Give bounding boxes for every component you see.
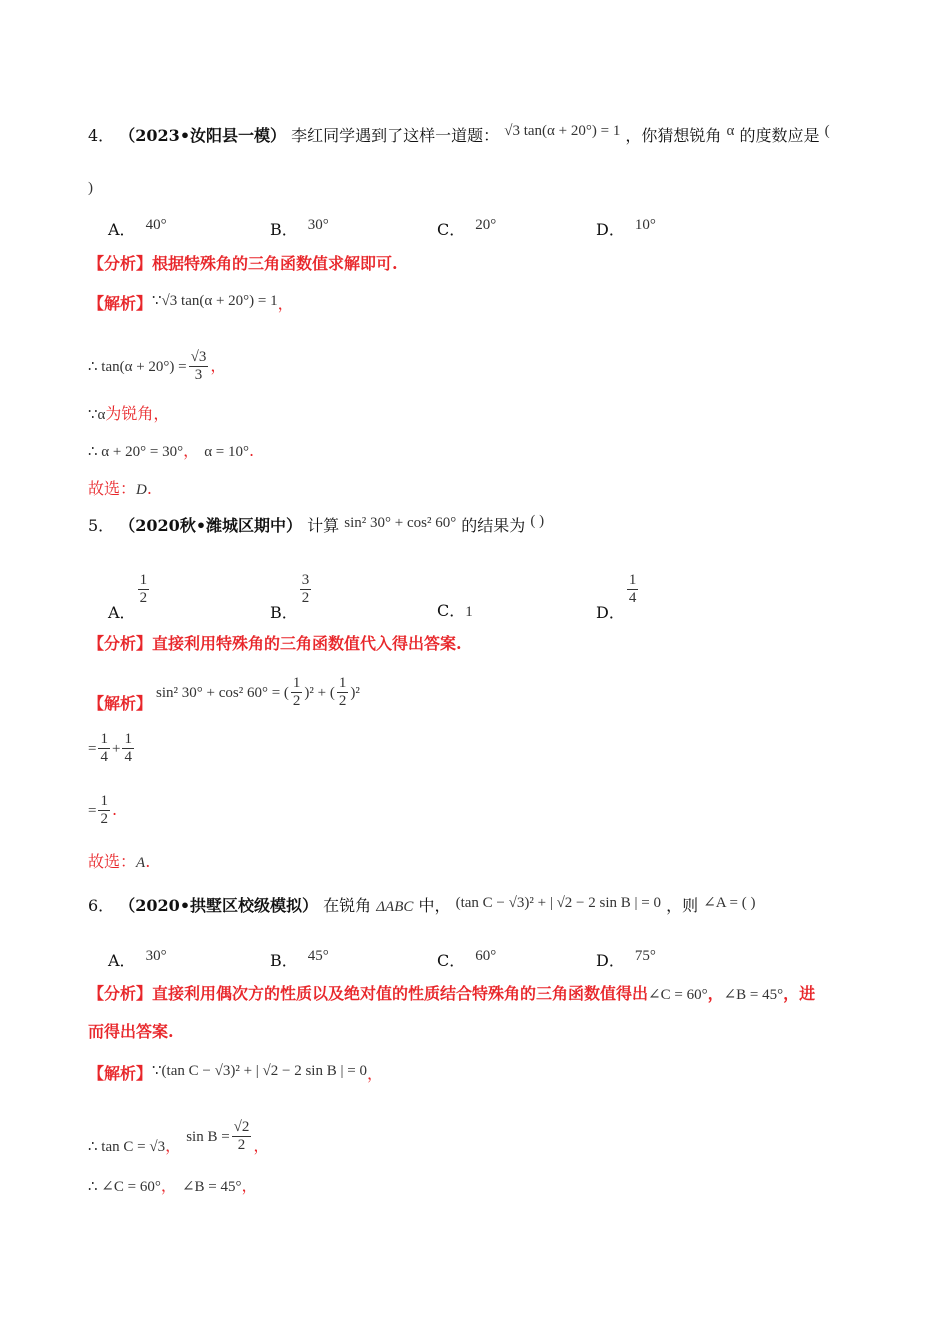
analysis-angle-b: ∠B = 45° (723, 987, 784, 1003)
q5-stem (88, 513, 545, 537)
solution-tag: 【解析】 (88, 1064, 153, 1083)
q4-step-4-b: α = 10° (204, 444, 250, 460)
analysis-tag: 【分析】 (88, 984, 153, 1003)
q4-equation: √3 tan(α + 20°) = 1 (504, 123, 621, 139)
q6-stem-text-2: 中， (418, 896, 451, 915)
q6-step-3-a: ∴ ∠C = 60° (88, 1179, 161, 1195)
q4-number: 4． (88, 126, 115, 145)
q5-step-3: = $\frac{1}{2}$ . (88, 793, 118, 827)
q5-option-b: B． $\frac{3}{2}$ (270, 572, 310, 622)
q4-source: （2023•汝阳县一模） (119, 126, 287, 145)
answer-value: A (136, 855, 146, 871)
period: . (146, 479, 152, 498)
q6-step-2-fraction: $\frac{√2}{2}$ (233, 1119, 250, 1153)
q4-step-1: ∵√3 tan(α + 20°) = 1 (152, 293, 278, 309)
q6-stem (88, 896, 755, 917)
q6-analysis-cont: 而得出答案. (88, 1022, 174, 1041)
q6-solution-3: ∴ ∠C = 60°， ∠B = 45°， (88, 1176, 258, 1195)
analysis-text: 根据特殊角的三角函数值求解即可. (152, 254, 398, 273)
analysis-tag: 【分析】 (88, 634, 153, 653)
q4-paren-open: ( (824, 123, 830, 139)
q6-source: （2020•拱墅区校级模拟） (119, 896, 319, 915)
q6-stem-text-3: ，则 (666, 896, 699, 915)
comma: ， (277, 294, 294, 313)
q4-analysis (88, 254, 398, 274)
analysis-text: 直接利用特殊角的三角函数值代入得出答案. (152, 634, 462, 653)
q4-option-a: A． 40° (108, 217, 167, 239)
q4-stem-text-2: ，你猜想锐角 (625, 126, 722, 145)
q4-answer (88, 479, 152, 500)
period: . (145, 852, 151, 871)
q5-option-c: C．1 (437, 601, 473, 620)
q4-solution-3 (88, 404, 169, 425)
q4-step-3-math: ∵α (88, 407, 106, 423)
q6-analysis: 【分析】直接利用偶次方的性质以及绝对值的性质结合特殊角的三角函数值得出∠C = 60°，∠B = 45°，进 (88, 984, 816, 1003)
q5-stem-text: 计算 (307, 516, 340, 535)
q4-paren-close: ) (88, 180, 93, 196)
comma: ， (183, 441, 200, 460)
q4-step-4-a: ∴ α + 20° = 30° (88, 444, 184, 460)
q4-solution-2 (88, 346, 226, 387)
q5-expression: sin² 30° + cos² 60° (344, 515, 457, 531)
q4-solution-1 (88, 294, 294, 315)
analysis-tag: 【分析】 (88, 254, 153, 273)
q5-option-a: A． $\frac{1}{2}$ (108, 572, 148, 622)
q5-step-2: = $\frac{1}{4}$ + $\frac{1}{4}$ (88, 731, 132, 765)
q6-step-2-a: ∴ tan C = √3 (88, 1139, 166, 1155)
analysis-text: 直接利用偶次方的性质以及绝对值的性质结合特殊角的三角函数值得出 (152, 984, 649, 1003)
answer-label: 故选： (88, 479, 137, 498)
q4-stem-text-3: 的度数应是 (739, 126, 820, 145)
q5-stem-text-2: 的结果为 (461, 516, 526, 535)
q5-source: （2020秋•潍城区期中） (119, 516, 303, 535)
q4-option-d: D． 10° (596, 217, 656, 239)
q4-stem (88, 123, 830, 147)
q5-solution-tag: 【解析】 (88, 694, 153, 713)
solution-tag: 【解析】 (88, 294, 153, 313)
q4-option-c: C． 20° (437, 217, 497, 239)
q6-number: 6． (88, 896, 115, 915)
q4-step-2-fraction: $\frac{√3}{3}$ (190, 349, 207, 383)
comma: ， (366, 1064, 383, 1083)
q5-number: 5． (88, 516, 115, 535)
q4-step-2-lhs: ∴ tan(α + 20°) = (88, 359, 187, 375)
q5-answer (88, 852, 150, 873)
q6-step-1: ∵(tan C − √3)² + | √2 − 2 sin B | = 0 (152, 1063, 367, 1079)
q5-step-1: sin² 30° + cos² 60° = ( $\frac{1}{2}$ )² + ( $\frac{1}{2}$ )² (156, 675, 360, 709)
q6-step-3-c: ∠B = 45° (181, 1179, 242, 1195)
q5-analysis (88, 634, 462, 654)
period: . (249, 441, 255, 460)
q6-option-a: A． 30° (108, 948, 167, 970)
analysis-angle-c: ∠C = 60° (648, 987, 708, 1003)
q5-option-d: D． $\frac{1}{4}$ (596, 572, 637, 622)
answer-label: 故选： (88, 852, 137, 871)
q4-stem-text: 李红同学遇到了这样一道题： (291, 126, 500, 145)
q4-option-b: B． 30° (270, 217, 329, 239)
q6-triangle: ΔABC (376, 899, 414, 915)
q6-option-b: B． 45° (270, 948, 329, 970)
q4-step-3-text: 为锐角， (105, 404, 170, 423)
q6-solution-2: ∴ tan C = √3， sin B = $\frac{√2}{2}$ ， (88, 1119, 270, 1155)
q6-solution-1 (88, 1064, 383, 1085)
q6-option-c: C． 60° (437, 948, 497, 970)
q4-solution-4 (88, 441, 254, 462)
q6-angle-a: ∠A = ( ) (703, 895, 756, 911)
q6-step-2-c: sin B = (186, 1129, 230, 1145)
q6-option-d: D． 75° (596, 948, 656, 970)
q6-equation: (tan C − √3)² + | √2 − 2 sin B | = 0 (455, 895, 661, 911)
answer-value: D (136, 482, 147, 498)
q6-stem-text: 在锐角 (323, 896, 372, 915)
q5-paren: ( ) (530, 513, 545, 529)
q4-alpha: α (726, 123, 735, 139)
comma: ， (210, 356, 227, 375)
